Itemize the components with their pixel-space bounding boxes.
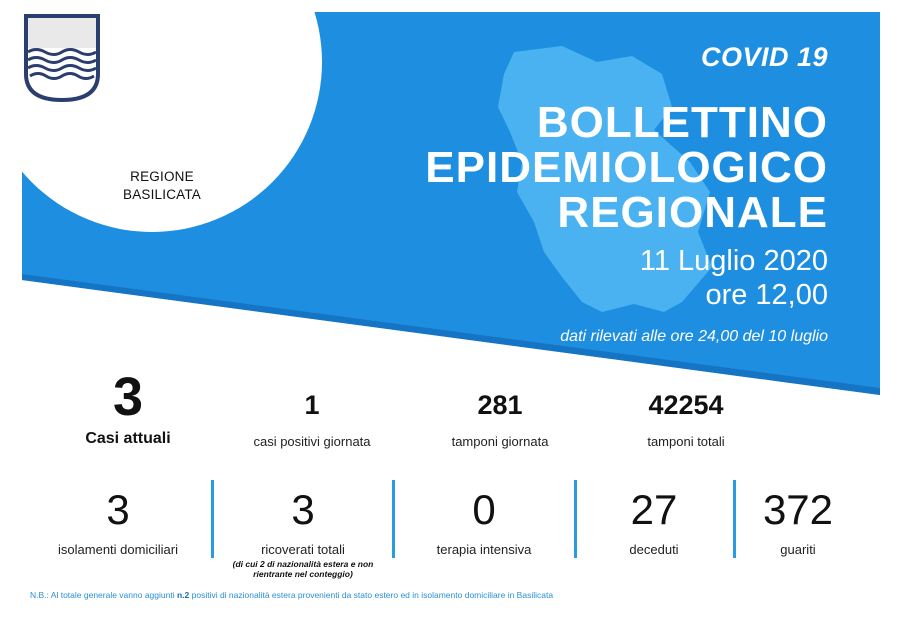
stat-subnote: (di cui 2 di nazionalità estera e non rientrante nel conteggio) [232,559,374,579]
data-detected-note: dati rilevati alle ore 24,00 del 10 luglio [560,328,828,345]
stat-value: 27 [630,486,678,533]
stat-value: 372 [762,486,834,533]
footnote [30,590,553,600]
stat-label: casi positivi giornata [253,434,371,449]
stat-label: terapia intensiva [436,542,532,557]
stat-ricoverati [214,486,392,579]
stat-value: 3 [112,367,144,427]
stat-label: guariti [780,542,816,557]
region-line2: BASILICATA [122,187,202,202]
coat-of-arms-icon [22,12,102,104]
stat-value: 42254 [648,390,724,420]
stat-deceduti [577,486,731,557]
date-text: 11 Luglio 2020 [639,245,828,277]
covid-label: COVID 19 [700,42,828,72]
stat-label: ricoverati totali [261,542,345,557]
stat-isolamenti [38,486,198,557]
stat-label: tamponi giornata [451,434,549,449]
stat-label: deceduti [629,542,679,557]
footnote-pre: N.B.: Al totale generale vanno aggiunti [30,590,177,600]
stat-casi-positivi [232,390,392,449]
divider [392,480,395,558]
stat-casi-attuali [58,368,198,448]
stat-tamponi-totali [606,390,766,449]
footnote-post: positivi di nazionalità estera provenienti da stato estero ed in isolamento domiciliare in Basilicata [189,590,554,600]
stat-terapia-intensiva [396,486,572,557]
stat-guariti [736,486,860,557]
time-text: ore 12,00 [705,279,828,311]
stat-value: 3 [106,486,130,533]
region-name [102,168,222,204]
bulletin-date [640,244,828,312]
stat-tamponi-giornata [420,390,580,449]
stat-value: 3 [291,486,315,533]
stat-value: 281 [477,390,523,420]
stat-label: Casi attuali [85,430,171,447]
stat-value: 1 [304,390,320,420]
title-line3: REGIONALE [557,188,828,237]
stat-label: isolamenti domiciliari [58,542,178,557]
header-banner [22,12,880,395]
region-line1: REGIONE [130,169,194,184]
footnote-bold: n.2 [176,590,190,600]
stat-value: 0 [472,486,496,533]
bulletin-title [425,100,828,235]
title-line2: EPIDEMIOLOGICO [425,143,828,192]
stat-label: tamponi totali [647,434,725,449]
title-line1: BOLLETTINO [536,98,828,147]
